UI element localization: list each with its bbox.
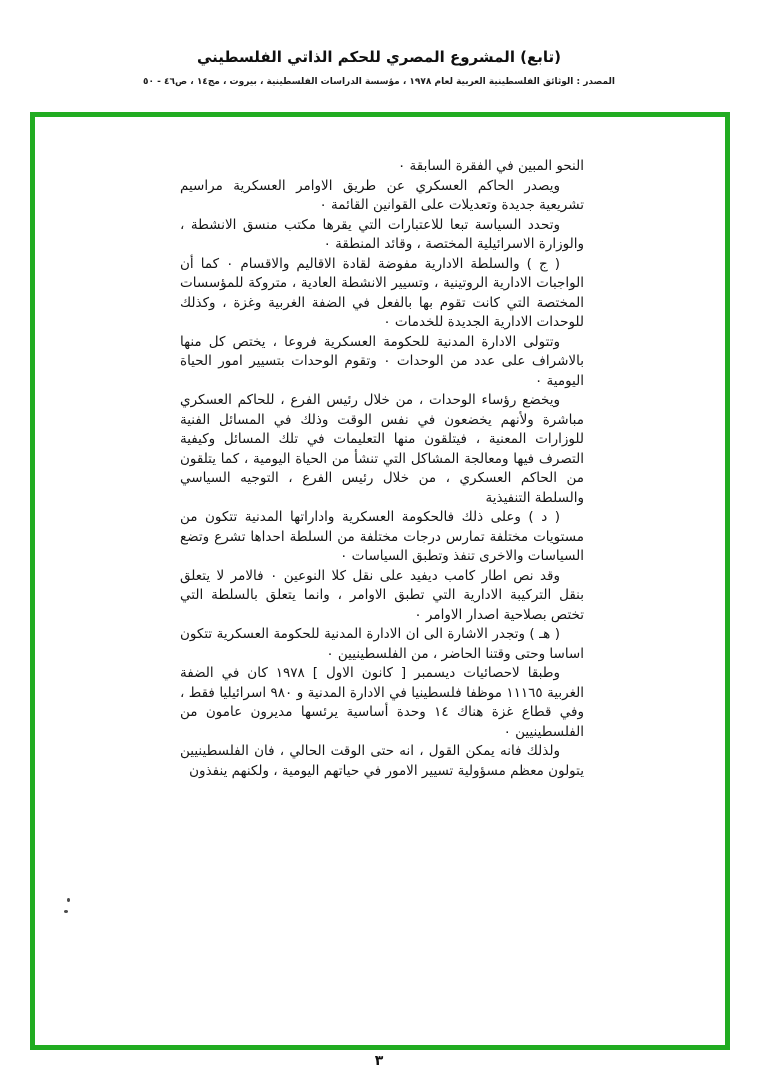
paragraph: ( هـ ) وتجدر الاشارة الى ان الادارة المدنية للحكومة العسكرية تتكون اساسا وحتى وقتنا الحاضر ، من الفلسطينيين ٠ [180,626,584,662]
scan-artifact [67,898,70,902]
source-citation: المصدر : الوثائق الفلسطينية العربية لعام ١٩٧٨ ، مؤسسة الدراسات الفلسطينية ، بيروت ، مج١٤ ، ص٤٦ - ٥٠ [143,77,615,87]
text-column [180,157,584,781]
paragraph: ويصدر الحاكم العسكري عن طريق الاوامر العسكرية مراسيم تشريعية جديدة وتعديلات على القوانين القائمة ٠ [180,177,584,213]
paragraph: ( د ) وعلى ذلك فالحكومة العسكرية واداراتها المدنية تتكون من مستويات مختلفة تمارس درجات مختلفة من السلطة احداها تشرع وتضع السياسات والاخرى تنفذ وتطبق السياسات ٠ [180,509,584,564]
document-frame [30,112,730,1050]
paragraph: ( ج ) والسلطة الادارية مفوضة لقادة الاقاليم والاقسام ٠ كما أن الواجبات الادارية الروتينية ، وتسيير الانشطة العادية ، متروكة للمؤسسات المختصة التي كانت تقوم بها بالفعل في الضفة الغربية وغزة ، وكذلك للوحدات الادارية الجديدة للخدمات ٠ [180,255,584,330]
document-header [0,48,758,87]
paragraph: وطبقا لاحصائيات ديسمبر [ كانون الاول ] ١٩٧٨ كان في الضفة الغربية ١١١٦٥ موظفا فلسطينيا في الادارة المدنية و ٩٨٠ اسرائيليا فقط ، وفي قطاع غزة هناك ١٤ وحدة أساسية يرئسها مديرون عامون من الفلسطينيين ٠ [180,665,584,740]
paragraph: ولذلك فانه يمكن القول ، انه حتى الوقت الحالي ، فان الفلسطينيين يتولون معظم مسؤولية تسيير الامور في حياتهم اليومية ، ولكنهم ينفذون [180,743,584,779]
scan-artifact [64,910,68,913]
paragraph: وقد نص اطار كامب ديفيد على نقل كلا النوعين ٠ فالامر لا يتعلق بنقل التركيبة الادارية التي تطبق الاوامر ، وانما يتعلق بالسلطة التي تختص بصلاحية اصدار الاوامر ٠ [180,567,584,623]
page-title: (تابع) المشروع المصري للحكم الذاتي الفلسطيني [196,48,562,66]
page-number: ٣ [374,1053,384,1069]
paragraph: وتتولى الادارة المدنية للحكومة العسكرية فروعا ، يختص كل منها بالاشراف على عدد من الوحدات ٠ وتقوم الوحدات بتسيير امور الحياة اليومية ٠ [180,333,584,389]
paragraph: وتحدد السياسة تبعا للاعتبارات التي يقرها مكتب منسق الانشطة ، والوزارة الاسرائيلية المختصة ، وقائد المنطقة ٠ [180,216,584,252]
paragraph: ويخضع رؤساء الوحدات ، من خلال رئيس الفرع ، للحاكم العسكري مباشرة ولأنهم يخضعون في نفس الوقت وذلك في المسائل الفنية للوزارات المعنية ، فيتلقون منها التعليمات في تلك المسائل وكيفية التصرف فيها ومعالجة المشاكل التي تنشأ من الحياة اليومية ، كما يتلقون من الحاكم العسكري ، من خلال رئيس الفرع ، التوجيه السياسي والسلطة التنفيذية [180,392,584,506]
paragraph: النحو المبين في الفقرة السابقة ٠ [397,158,584,174]
